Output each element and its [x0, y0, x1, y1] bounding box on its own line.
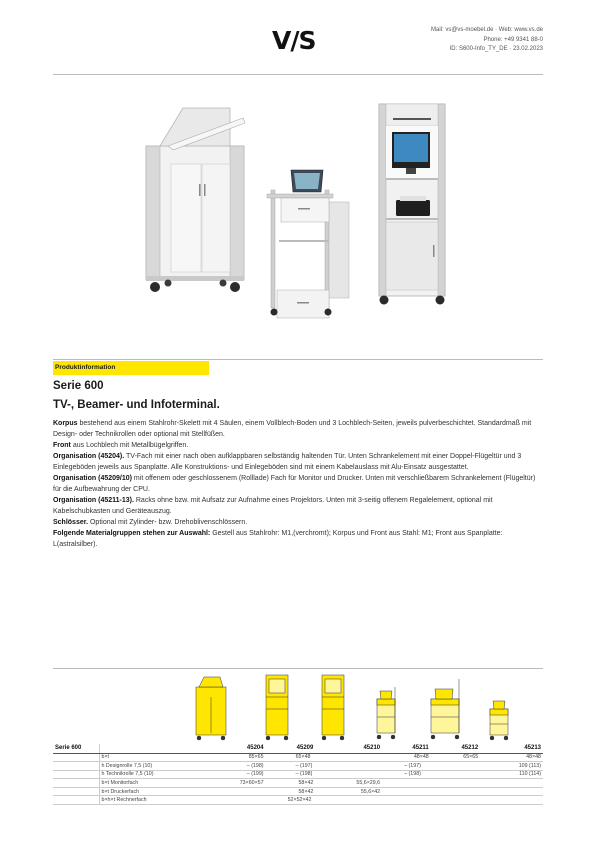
- table-cell: – (197): [382, 762, 480, 771]
- description-paragraph: Korpus bestehend aus einem Stahlrohr-Skelett mit 4 Säulen, einem Vollblech-Boden und 3 Lochblech-Seiten, jeweils pulverbeschichtet. Standardmaß mit Design- oder Technikrollen oder optional mit Stellfüßen.: [53, 420, 532, 438]
- description-paragraph: Schlösser. Optional mit Zylinder- bzw. Drehoblivenschlössern.: [53, 519, 248, 526]
- description-paragraph: Organisation (45209/10) mit offenem oder geschlossenem (Rolllade) Fach für Monitor und Drucker. Unten mit verschließbarem Schrankelement (Flügeltür) für die Aufbewahrung der CPU.: [53, 475, 536, 493]
- table-cell: 55,6×42: [315, 787, 382, 796]
- table-cell: 110 (114): [480, 770, 543, 779]
- thumbnail-45213: [490, 701, 508, 740]
- thumbnail-45204: [196, 677, 226, 740]
- table-row: [53, 770, 543, 779]
- thumbnail-45212: [431, 679, 459, 739]
- contact-block: [431, 26, 543, 55]
- description-paragraph: Front aus Lochblech mit Metallbügelgriffen.: [53, 442, 189, 449]
- product-photos: [53, 90, 543, 320]
- contact-phone: Phone: +49 9341 88-0: [483, 36, 543, 43]
- row-label: b×h×t Rechnerfach: [99, 796, 199, 805]
- row-label: b×t Druckerfach: [99, 787, 199, 796]
- product-photo-rack-terminal: [267, 170, 349, 318]
- row-label: b×t Monitorfach: [99, 779, 199, 788]
- product-photo-monitor-cabinet: [379, 104, 445, 305]
- thumbnail-45209: [266, 675, 288, 740]
- row-label: b×t: [99, 753, 199, 762]
- table-cell: 85×65: [199, 753, 266, 762]
- product-photo-tv-cabinet: [146, 108, 245, 292]
- table-cell: – (197): [266, 762, 383, 771]
- table-cell: 48×48: [480, 753, 543, 762]
- table-row: [53, 796, 543, 805]
- thumbnail-45210: [322, 675, 344, 740]
- table-cell: – (198): [266, 770, 383, 779]
- description-paragraph: Organisation (45204). TV-Fach mit einer nach oben aufklappbaren selbständig haltenden Tür. Unten Schrankelement mit einer Doppel-Flügeltür und 3 Einlegeböden jeweils aus Spanplatte. Alle Konstruktions- und Einlegeböden sind mit einem Kabelauslass mit Alu-Einsatz ausgestattet.: [53, 453, 522, 471]
- model-45213: 45213: [480, 744, 543, 753]
- model-45204: 45204: [199, 744, 266, 753]
- section-divider: [53, 359, 543, 360]
- thumbnail-45211: [377, 687, 395, 739]
- table-cell: 58×42: [266, 787, 316, 796]
- model-45210: 45210: [315, 744, 382, 753]
- table-row: [53, 779, 543, 788]
- dimension-table: [53, 744, 543, 805]
- model-45211: 45211: [382, 744, 431, 753]
- table-cell: 65×48: [266, 753, 383, 762]
- product-description: [53, 418, 545, 550]
- table-cell: 52×52×42: [266, 796, 383, 805]
- product-info-badge: Produktinformation: [53, 361, 209, 375]
- table-cell: 58×42: [266, 779, 316, 788]
- table-cell: 65×65: [431, 753, 480, 762]
- table-cell: 55,6×29,6: [315, 779, 382, 788]
- description-paragraph: Organisation (45211-13). Racks ohne bzw. mit Aufsatz zur Aufnahme eines Projektors. Unten mit 3-seitig offenem Regalelement, optional mit Kabelschubkasten und Geräteauszug.: [53, 497, 493, 515]
- description-paragraph: Folgende Materialgruppen stehen zur Auswahl: Gestell aus Stahlrohr: M1,(verchromt); Korpus und Front aus Stahl: M1; Front aus Spanplatte: L(astralsilber).: [53, 530, 503, 548]
- row-label: h Technikrolle 7,5 (10): [99, 770, 199, 779]
- table-cell: 109 (113): [480, 762, 543, 771]
- model-45212: 45212: [431, 744, 480, 753]
- vs-logo: V/S: [272, 26, 316, 55]
- table-row: [53, 787, 543, 796]
- table-cell: – (199): [199, 770, 266, 779]
- product-subtitle: TV-, Beamer- und Infoterminal.: [53, 399, 220, 411]
- table-header-row: [53, 744, 543, 753]
- contact-mail-web: Mail: vs@vs-moebel.de · Web: www.vs.de: [430, 27, 543, 33]
- table-row: [53, 753, 543, 762]
- series-title: Serie 600: [53, 380, 104, 392]
- model-thumbnails: [98, 669, 543, 744]
- model-45209: 45209: [266, 744, 316, 753]
- table-cell: – (198): [199, 762, 266, 771]
- document-id: ID: S600-Info_TY_DE · 23.02.2023: [449, 46, 543, 52]
- series-label: Serie 600: [53, 744, 99, 753]
- row-label: h Designrolle 7,5 (10): [99, 762, 199, 771]
- table-cell: 73×60×57: [199, 779, 266, 788]
- table-cell: 48×48: [382, 753, 431, 762]
- header-divider: [53, 74, 543, 75]
- table-cell: – (198): [382, 770, 480, 779]
- table-row: [53, 762, 543, 771]
